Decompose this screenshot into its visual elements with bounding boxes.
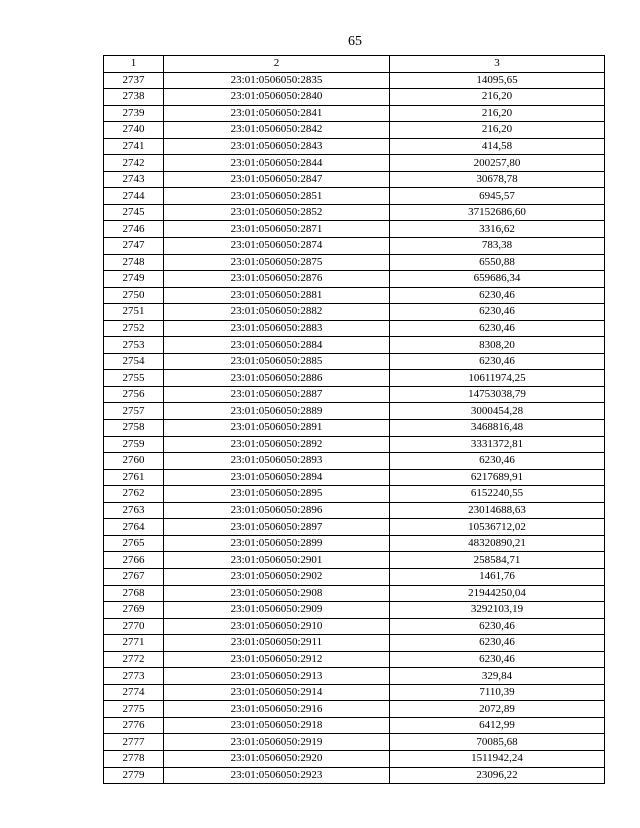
value-cell: 23014688,63 xyxy=(390,502,605,519)
cadastral-number-cell: 23:01:0506050:2913 xyxy=(164,668,390,685)
cadastral-number-cell: 23:01:0506050:2875 xyxy=(164,254,390,271)
table-row xyxy=(104,221,605,238)
row-number-cell: 2747 xyxy=(104,238,164,255)
table-row xyxy=(104,420,605,437)
value-cell: 6230,46 xyxy=(390,353,605,370)
table-row xyxy=(104,469,605,486)
value-cell: 6230,46 xyxy=(390,287,605,304)
row-number-cell: 2740 xyxy=(104,122,164,139)
cadastral-number-cell: 23:01:0506050:2896 xyxy=(164,502,390,519)
row-number-cell: 2756 xyxy=(104,386,164,403)
cadastral-number-cell: 23:01:0506050:2886 xyxy=(164,370,390,387)
table-row xyxy=(104,72,605,89)
cadastral-number-cell: 23:01:0506050:2881 xyxy=(164,287,390,304)
row-number-cell: 2761 xyxy=(104,469,164,486)
table-body xyxy=(104,72,605,784)
table-row xyxy=(104,717,605,734)
cadastral-number-cell: 23:01:0506050:2911 xyxy=(164,635,390,652)
table-row xyxy=(104,585,605,602)
value-cell: 8308,20 xyxy=(390,337,605,354)
cadastral-number-cell: 23:01:0506050:2871 xyxy=(164,221,390,238)
value-cell: 216,20 xyxy=(390,105,605,122)
value-cell: 6230,46 xyxy=(390,635,605,652)
table-row xyxy=(104,602,605,619)
cadastral-number-cell: 23:01:0506050:2847 xyxy=(164,171,390,188)
cadastral-number-cell: 23:01:0506050:2910 xyxy=(164,618,390,635)
table-row xyxy=(104,89,605,106)
value-cell: 21944250,04 xyxy=(390,585,605,602)
value-cell: 3331372,81 xyxy=(390,436,605,453)
column-header-value: 3 xyxy=(390,56,605,73)
row-number-cell: 2757 xyxy=(104,403,164,420)
table-row xyxy=(104,767,605,784)
table-row xyxy=(104,635,605,652)
table-row xyxy=(104,105,605,122)
row-number-cell: 2749 xyxy=(104,271,164,288)
cadastral-number-cell: 23:01:0506050:2923 xyxy=(164,767,390,784)
cadastral-number-cell: 23:01:0506050:2897 xyxy=(164,519,390,536)
row-number-cell: 2762 xyxy=(104,486,164,503)
table-row xyxy=(104,287,605,304)
row-number-cell: 2770 xyxy=(104,618,164,635)
table-row xyxy=(104,155,605,172)
value-cell: 6230,46 xyxy=(390,453,605,470)
table-row xyxy=(104,304,605,321)
value-cell: 329,84 xyxy=(390,668,605,685)
cadastral-number-cell: 23:01:0506050:2899 xyxy=(164,535,390,552)
cadastral-number-cell: 23:01:0506050:2841 xyxy=(164,105,390,122)
table-row xyxy=(104,486,605,503)
row-number-cell: 2755 xyxy=(104,370,164,387)
value-cell: 6152240,55 xyxy=(390,486,605,503)
table-row xyxy=(104,701,605,718)
table-row xyxy=(104,552,605,569)
value-cell: 6230,46 xyxy=(390,651,605,668)
value-cell: 783,38 xyxy=(390,238,605,255)
table-row xyxy=(104,535,605,552)
row-number-cell: 2752 xyxy=(104,320,164,337)
table-row xyxy=(104,734,605,751)
value-cell: 3292103,19 xyxy=(390,602,605,619)
cadastral-number-cell: 23:01:0506050:2902 xyxy=(164,568,390,585)
value-cell: 1511942,24 xyxy=(390,750,605,767)
value-cell: 70085,68 xyxy=(390,734,605,751)
table-row xyxy=(104,204,605,221)
value-cell: 1461,76 xyxy=(390,568,605,585)
row-number-cell: 2753 xyxy=(104,337,164,354)
cadastral-number-cell: 23:01:0506050:2885 xyxy=(164,353,390,370)
table-row xyxy=(104,320,605,337)
value-cell: 6217689,91 xyxy=(390,469,605,486)
table-row xyxy=(104,436,605,453)
table-row xyxy=(104,403,605,420)
cadastral-number-cell: 23:01:0506050:2918 xyxy=(164,717,390,734)
row-number-cell: 2743 xyxy=(104,171,164,188)
value-cell: 258584,71 xyxy=(390,552,605,569)
cadastral-number-cell: 23:01:0506050:2909 xyxy=(164,602,390,619)
row-number-cell: 2750 xyxy=(104,287,164,304)
row-number-cell: 2764 xyxy=(104,519,164,536)
row-number-cell: 2748 xyxy=(104,254,164,271)
page-number: 65 xyxy=(348,34,362,49)
row-number-cell: 2760 xyxy=(104,453,164,470)
table-row xyxy=(104,188,605,205)
value-cell: 10536712,02 xyxy=(390,519,605,536)
row-number-cell: 2766 xyxy=(104,552,164,569)
cadastral-number-cell: 23:01:0506050:2840 xyxy=(164,89,390,106)
value-cell: 3316,62 xyxy=(390,221,605,238)
table-row xyxy=(104,138,605,155)
cadastral-number-cell: 23:01:0506050:2892 xyxy=(164,436,390,453)
cadastral-number-cell: 23:01:0506050:2889 xyxy=(164,403,390,420)
value-cell: 2072,89 xyxy=(390,701,605,718)
cadastral-number-cell: 23:01:0506050:2894 xyxy=(164,469,390,486)
cadastral-number-cell: 23:01:0506050:2901 xyxy=(164,552,390,569)
cadastral-number-cell: 23:01:0506050:2920 xyxy=(164,750,390,767)
row-number-cell: 2768 xyxy=(104,585,164,602)
row-number-cell: 2739 xyxy=(104,105,164,122)
row-number-cell: 2774 xyxy=(104,684,164,701)
row-number-cell: 2751 xyxy=(104,304,164,321)
row-number-cell: 2765 xyxy=(104,535,164,552)
cadastral-number-cell: 23:01:0506050:2919 xyxy=(164,734,390,751)
column-header-cadastral-number: 2 xyxy=(164,56,390,73)
table-row xyxy=(104,651,605,668)
row-number-cell: 2754 xyxy=(104,353,164,370)
row-number-cell: 2767 xyxy=(104,568,164,585)
cadastral-number-cell: 23:01:0506050:2916 xyxy=(164,701,390,718)
cadastral-number-cell: 23:01:0506050:2876 xyxy=(164,271,390,288)
value-cell: 14095,65 xyxy=(390,72,605,89)
cadastral-number-cell: 23:01:0506050:2842 xyxy=(164,122,390,139)
cadastral-number-cell: 23:01:0506050:2843 xyxy=(164,138,390,155)
value-cell: 659686,34 xyxy=(390,271,605,288)
value-cell: 6230,46 xyxy=(390,304,605,321)
table-row xyxy=(104,122,605,139)
cadastral-number-cell: 23:01:0506050:2882 xyxy=(164,304,390,321)
cadastral-number-cell: 23:01:0506050:2883 xyxy=(164,320,390,337)
value-cell: 6230,46 xyxy=(390,320,605,337)
table-row xyxy=(104,238,605,255)
value-cell: 200257,80 xyxy=(390,155,605,172)
cadastral-number-cell: 23:01:0506050:2887 xyxy=(164,386,390,403)
table-row xyxy=(104,668,605,685)
row-number-cell: 2763 xyxy=(104,502,164,519)
value-cell: 30678,78 xyxy=(390,171,605,188)
cadastral-number-cell: 23:01:0506050:2908 xyxy=(164,585,390,602)
value-cell: 6550,88 xyxy=(390,254,605,271)
row-number-cell: 2744 xyxy=(104,188,164,205)
cadastral-number-cell: 23:01:0506050:2851 xyxy=(164,188,390,205)
table-row xyxy=(104,568,605,585)
row-number-cell: 2773 xyxy=(104,668,164,685)
row-number-cell: 2738 xyxy=(104,89,164,106)
table-row xyxy=(104,618,605,635)
row-number-cell: 2746 xyxy=(104,221,164,238)
table-row xyxy=(104,254,605,271)
row-number-cell: 2771 xyxy=(104,635,164,652)
cadastral-number-cell: 23:01:0506050:2852 xyxy=(164,204,390,221)
value-cell: 7110,39 xyxy=(390,684,605,701)
cadastral-number-cell: 23:01:0506050:2884 xyxy=(164,337,390,354)
cadastral-number-cell: 23:01:0506050:2912 xyxy=(164,651,390,668)
cadastral-number-cell: 23:01:0506050:2891 xyxy=(164,420,390,437)
table-row xyxy=(104,502,605,519)
cadastral-number-cell: 23:01:0506050:2893 xyxy=(164,453,390,470)
cadastral-number-cell: 23:01:0506050:2844 xyxy=(164,155,390,172)
value-cell: 23096,22 xyxy=(390,767,605,784)
table-row xyxy=(104,353,605,370)
row-number-cell: 2742 xyxy=(104,155,164,172)
row-number-cell: 2772 xyxy=(104,651,164,668)
value-cell: 48320890,21 xyxy=(390,535,605,552)
cadastral-number-cell: 23:01:0506050:2895 xyxy=(164,486,390,503)
value-cell: 3000454,28 xyxy=(390,403,605,420)
row-number-cell: 2769 xyxy=(104,602,164,619)
value-cell: 10611974,25 xyxy=(390,370,605,387)
value-cell: 6230,46 xyxy=(390,618,605,635)
value-cell: 14753038,79 xyxy=(390,386,605,403)
row-number-cell: 2775 xyxy=(104,701,164,718)
cadastral-number-cell: 23:01:0506050:2874 xyxy=(164,238,390,255)
value-cell: 6945,57 xyxy=(390,188,605,205)
value-cell: 3468816,48 xyxy=(390,420,605,437)
table-row xyxy=(104,171,605,188)
value-cell: 414,58 xyxy=(390,138,605,155)
row-number-cell: 2778 xyxy=(104,750,164,767)
value-cell: 216,20 xyxy=(390,122,605,139)
column-header-number: 1 xyxy=(104,56,164,73)
row-number-cell: 2737 xyxy=(104,72,164,89)
row-number-cell: 2741 xyxy=(104,138,164,155)
row-number-cell: 2759 xyxy=(104,436,164,453)
value-cell: 6412,99 xyxy=(390,717,605,734)
row-number-cell: 2758 xyxy=(104,420,164,437)
cadastral-number-cell: 23:01:0506050:2914 xyxy=(164,684,390,701)
table-row xyxy=(104,684,605,701)
table-row xyxy=(104,750,605,767)
value-cell: 216,20 xyxy=(390,89,605,106)
table-row xyxy=(104,370,605,387)
table-row xyxy=(104,453,605,470)
cadastral-number-cell: 23:01:0506050:2835 xyxy=(164,72,390,89)
header-row xyxy=(104,56,605,73)
row-number-cell: 2779 xyxy=(104,767,164,784)
table-row xyxy=(104,386,605,403)
row-number-cell: 2777 xyxy=(104,734,164,751)
row-number-cell: 2745 xyxy=(104,204,164,221)
table-row xyxy=(104,337,605,354)
table-header xyxy=(104,56,605,73)
table-row xyxy=(104,519,605,536)
table-row xyxy=(104,271,605,288)
value-cell: 37152686,60 xyxy=(390,204,605,221)
row-number-cell: 2776 xyxy=(104,717,164,734)
cadastral-table xyxy=(103,55,605,784)
